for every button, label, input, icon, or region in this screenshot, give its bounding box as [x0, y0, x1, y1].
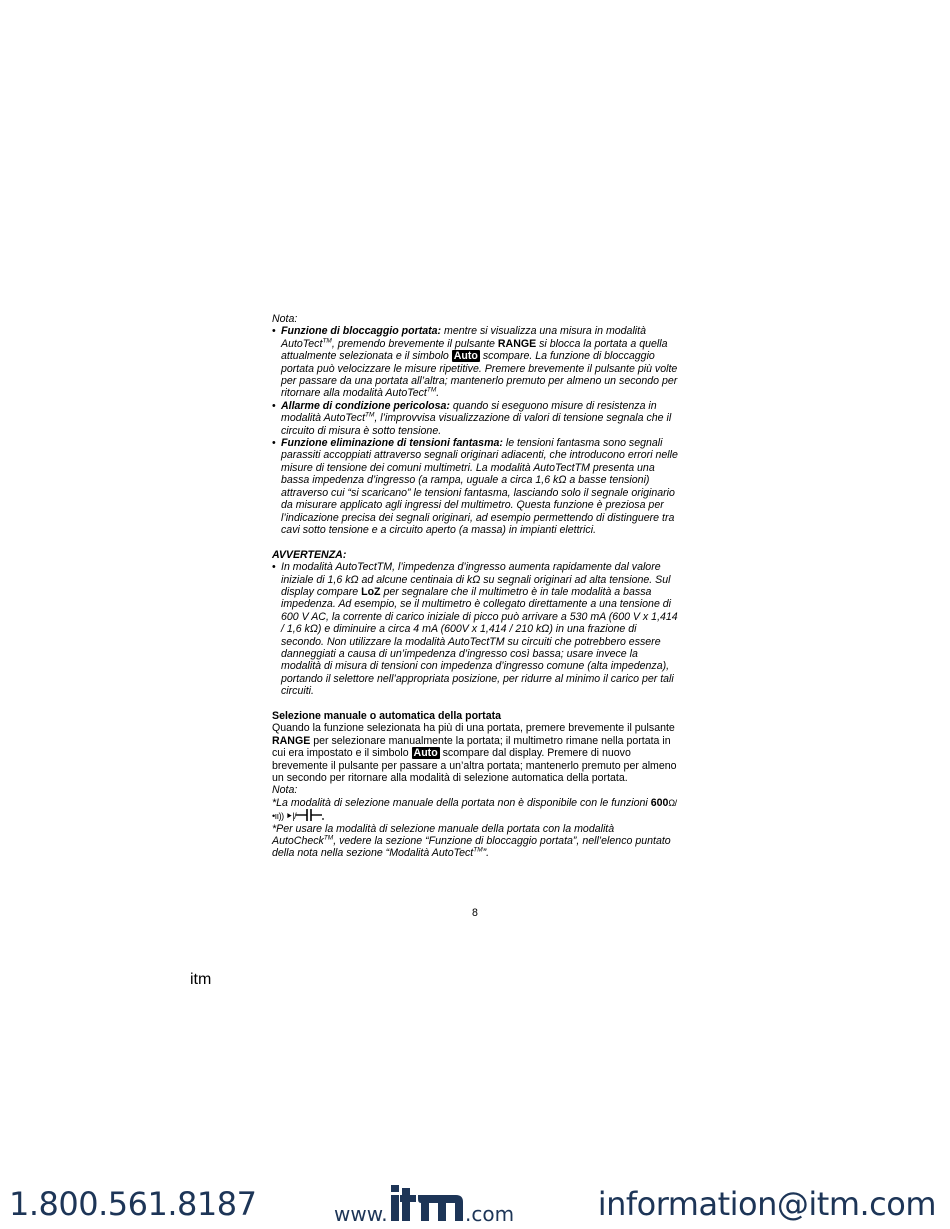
range-keyword: RANGE: [272, 734, 311, 747]
bullet-text: .: [436, 387, 440, 400]
bullet-text: mentre si visualizza una misura in modalità AutoTect: [281, 325, 646, 350]
note-bullet-list: [272, 325, 678, 536]
footer-com: .com: [465, 1202, 515, 1226]
auto-symbol-badge: Auto: [413, 747, 438, 760]
logo-text: itm: [190, 971, 212, 988]
trademark: TM: [323, 834, 334, 842]
bullet-text: , premendo brevemente il pulsante: [331, 337, 498, 350]
trademark: TM: [473, 846, 483, 854]
footer-phone: 1.800.561.8187: [9, 1185, 257, 1223]
bullet-hazard-alarm: [272, 400, 678, 437]
bullet-text: le tensioni fantasma sono segnali parassiti accoppiati attraverso segnali originari adiacenti, che introducono errori nelle misure di tensione dei comuni multimetri. La modalità AutoTectTM presenta una bassa impedenza d’ingresso (a rampa, uguale a circa 1,6 kΩ a basse tensioni) attraverso cui “si scaricano” le tensioni fantasma, lasciando solo il segnale originario da misurare applicato agli ingressi del multimetro. Questa funzione è preziosa per l’indicazione precisa dei segnali originari, ad esempio permettendo di distinguere tra cavi sotto tensione e a circuito aperto (a massa) in impianti elettrici.: [281, 437, 678, 536]
footer-website: [190, 971, 524, 1229]
section-heading: Selezione manuale o automatica della portata: [272, 709, 502, 722]
section-text: scompare dal display. Premere di nuovo brevemente il pulsante per passare a un’altra portata; mantenerlo premuto per almeno un secondo per ritornare alla modalità di selezione automatica della portata.: [272, 747, 677, 784]
capacitor-icon: [296, 809, 324, 821]
warning-bullet-list: [272, 561, 678, 697]
bullet-text: scompare. La funzione di bloccaggio portata può velocizzare le misure ripetitive. Premere brevemente il pulsante più volte per passare da una portata all’altra; mantenerlo premuto per almeno un secondo per ritornare alla modalità AutoTect: [281, 350, 678, 400]
trademark: TM: [365, 411, 375, 419]
loz-keyword: LoZ: [361, 585, 381, 598]
note-text: , vedere la sezione “Funzione di bloccaggio portata”, nell’elenco puntato della nota nella sezione “Modalità AutoTect: [272, 835, 671, 860]
section-note-label: Nota:: [272, 784, 298, 797]
section-paragraph: [272, 722, 678, 784]
manual-page-content: [272, 313, 678, 860]
note-text: ”.: [482, 847, 490, 860]
section-text: Quando la funzione selezionata ha più di una portata, premere brevemente il pulsante: [272, 722, 675, 735]
range-keyword: RANGE: [497, 337, 537, 350]
spacer: [272, 698, 678, 710]
page-number: 8: [472, 907, 478, 919]
bullet-text: quando si eseguono misure di resistenza in modalità AutoTect: [281, 399, 657, 425]
warning-title: AVVERTENZA:: [272, 548, 347, 561]
footer-www: www.: [334, 1202, 388, 1226]
footer-email: information@itm.com: [597, 1185, 936, 1223]
bullet-title: Funzione eliminazione di tensioni fantasma:: [281, 437, 503, 450]
note-label: Nota:: [272, 313, 298, 325]
bullet-range-lock: [272, 325, 678, 399]
warning-text: In modalità AutoTectTM, l’impedenza d’ingresso aumenta rapidamente dal valore iniziale di 1,6 kΩ ad alcune centinaia di kΩ su segnali originari ad alta tensione. Sul display compare: [281, 561, 671, 598]
trademark: TM: [426, 386, 437, 394]
function-symbols: Ω/ •ıı)) ⯈|/: [272, 797, 677, 822]
section-text: per selezionare manualmente la portata; il multimetro rimane nella portata in cui era impostato e il simbolo: [272, 734, 671, 760]
bullet-title: Allarme di condizione pericolosa:: [281, 399, 450, 412]
spacer: [272, 536, 678, 548]
bullet-text: , l’improvvisa visualizzazione di valori di tensione segnala che il circuito di misura è sotto tensione.: [281, 412, 672, 437]
footer: [0, 971, 950, 1229]
note-bold-value: 600: [650, 796, 669, 809]
bullet-ghost-voltage: [272, 437, 678, 536]
section-note-2: [272, 823, 678, 860]
warning-bullet: [272, 561, 678, 697]
bullet-text: si blocca la portata a quella attualmente selezionata e il simbolo: [281, 337, 668, 363]
note-text: *Per usare la modalità di selezione manuale della portata con la modalità AutoCheck: [272, 822, 615, 848]
bullet-title: Funzione di bloccaggio portata:: [281, 325, 442, 338]
trademark: TM: [322, 337, 332, 345]
note-text: *La modalità di selezione manuale della portata non è disponibile con le funzioni: [272, 796, 651, 809]
warning-text: per segnalare che il multimetro è in tale modalità a bassa impedenza. Ad esempio, se il multimetro è collegato direttamente a una tensione di 600 V AC, la corrente di carico iniziale di picco può arrivare a 530 mA (600 V x 1,414 / 1,6 kΩ) e diminuire a circa 4 mA (600V x 1,414 / 210 kΩ) in una frazione di secondo. Non utilizzare la modalità AutoTectTM su circuiti che potrebbero essere danneggiati a causa di un’impedenza d’ingresso così bassa; usare invece la modalità di misura di tensioni con impedenza d’ingresso comune (alta impedenza), portando il selettore nell’appropriata posizione, per ridurre al minimo il carico per tali circuiti.: [281, 585, 678, 698]
section-note-1: [272, 797, 678, 823]
auto-symbol-badge: Auto: [453, 350, 478, 363]
